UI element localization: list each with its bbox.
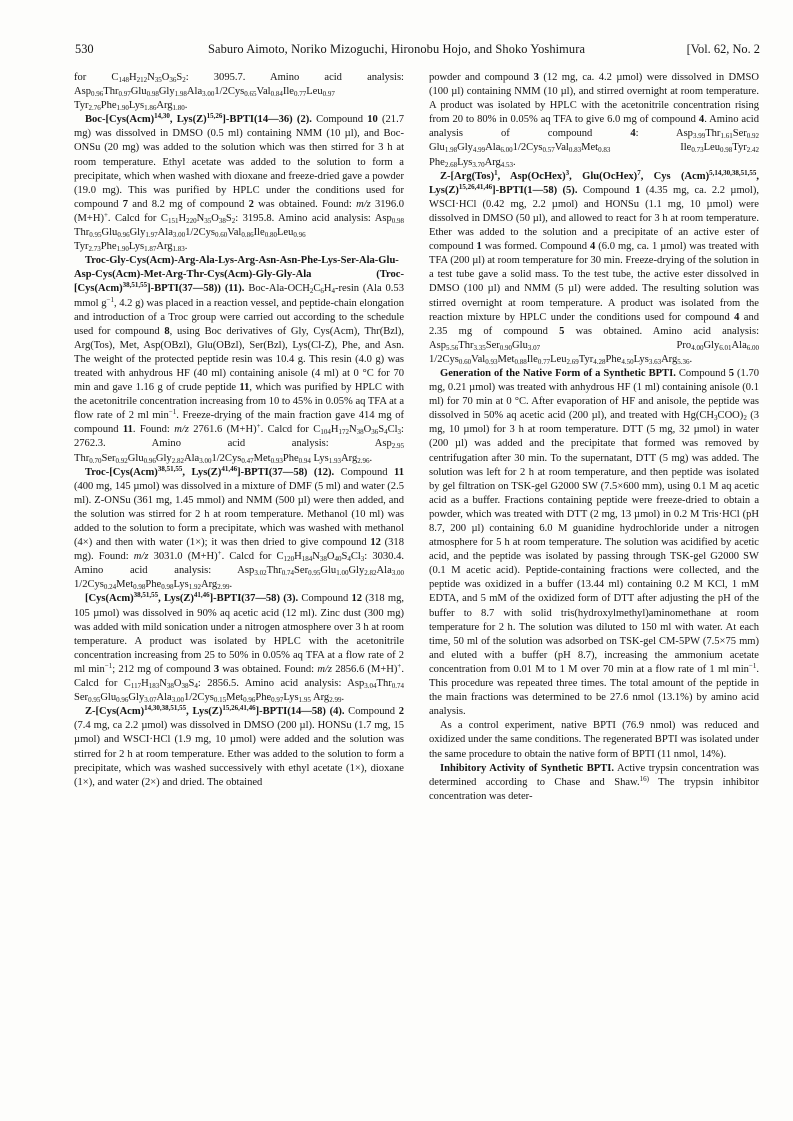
paragraph: [Cys(Acm)$^{38,51,55}$, $Lys(Z)^{41,46}]-BPTI(37—58)$ (3). Compound 12 (318 mg, 105 µmol) was dissolved in 90% aq acetic acid (12 ml). Zinc dust (300 mg) was added with mild sonication under a nitrogen atmosphere over 3 h at room temperature. A product was isolated by HPLC with the acetonitrile concentration increasing from 25 to 50% in 0.05% aq TFA at a flow rate of 2 ml $\min^{-1}$; 212 mg of compound 3 was obtained. Found: m/z 2856.6 (M+H)+. Calcd for $C_{117}H_{183}N_{38}O_{38}S_4$: 2856.5. Amino acid analysis: Asp$_{3.04}$Thr$_{0.74}$ Ser$_{0.95}$Glu$_{0.96}$Gly$_{3.07}$Ala$_{3.00}$1/2Cys$_{0.15}$Met$_{0.96}$Phe$_{0.97}$Lys$_{1.95}$ Arg$_{2.99}$. bbox=[74, 591, 404, 705]
paragraph: Z-[Arg(Tos)$^1$, Asp(OcHex)$^3$, Glu(OcHex)$^7$, Cys (Acm)$^{5,14,30,38,51,55}$, $Lys(Z)^{15,26,41,46}]-BPTI(1—58)$ (5). Compound 1 (4.35 mg, ca. 2.2 µmol), WSCI·HCl (0.42 mg, 2.2 µmol) and HONSu (1.1 mg, 10 µmol) were dissolved in DMSO (50 µl), and allowed to react for 3 h at room temperature. Ether was added to the solution and a precipitate of an active ester of compound 1 was formed. Compound 4 (6.0 mg, ca. 1 µmol) was treated with TFA (200 µl) at room temperature for 30 min. Freeze-drying of the solution in a test tube gave a solid mass. To the test tube, the active ester dissolved in DMSO (100 µl) and NMM (5 µl) were added. The resulting solution was stirred overnight at room temperature. A product was isolated from the reaction mixture by HPLC under the conditions used for compound 4 and 2.35 mg of compound 5 was obtained. Amino acid analysis: Asp$_{5.56}$Thr$_{3.35}$Ser$_{0.90}$Glu$_{3.07}$ Pro$_{4.00}$Gly$_{6.01}$Ala$_{6.00}$ 1/2Cys$_{0.60}$Val$_{0.93}$Met$_{0.88}$Ile$_{0.77}$Leu$_{2.69}$Tyr$_{4.28}$Phe$_{4.50}$Lys$_{3.63}$Arg$_{5.36}$. bbox=[429, 168, 760, 366]
paragraph: Troc-Gly-Cys(Acm)-Arg-Ala-Lys-Arg-Asn-Asn-Phe-Lys-Ser-Ala-Glu-Asp-Cys(Acm)-Met-Arg-Thr-Cys(Acm)-Gly-Gly-Ala (Troc-[Cys(Acm)$^{38,51,55}$]-BPTI(37—58)) (11). Boc-$Ala-OCH_2C_6H_4$-resin (Ala 0.53 mmol $g^{-1}$, 4.2 g) was placed in a reaction vessel, and peptide-chain elongation and introduction of a Troc group were carried out according to the schedule used for compound 8, using Boc derivatives of Gly, Cys(Acm), Thr(Bzl), Arg(Tos), Met, Asp(OBzl), Glu(OBzl), Ser(Bzl), Lys(Cl-Z), Phe, and Asn. The weight of the protected peptide resin was 10.4 g. This resin (4.0 g) was treated with anhydrous HF (40 ml) containing anisole (4 ml) at 0 °C for 70 min and gave 1.16 g of crude peptide 11, which was purified by HPLC with the acetonitrile concentration increasing from 10 to 45% in 0.05% aq TFA at a flow rate of 2 ml $\min^{-1}$. Freeze-drying of the main fraction gave 414 mg of compound 11. Found: m/z 2761.6 (M+H)+. Calcd for $C_{104}H_{172}N_{38}O_{36}S_4Cl_3$: 2762.3. Amino acid analysis: Asp$_{2.95}$ Thr$_{0.70}$Ser$_{0.92}$Glu$_{0.96}$Gly$_{2.82}$Ala$_{3.00}$1/2Cys$_{0.47}$Met$_{0.93}$Phe$_{0.94}$ Lys$_{1.93}$Arg$_{2.96}$. bbox=[74, 255, 404, 465]
paragraph: powder and compound 3 (12 mg, ca. 4.2 µmol) were dissolved in DMSO (100 µl) containing NMM (10 µl), and stirred overnight at room temperature. A product was isolated by HPLC with the acetonitrile concentration rising from 20 to 80% in 0.05% aq TFA to give 6.0 mg of compound 4. Amino acid analysis of compound 4: Asp$_{3.99}$Thr$_{1.61}$Ser$_{0.92}$ Glu$_{1.98}$Gly$_{4.99}$Ala$_{6.00}$1/2Cys$_{0.57}$Val$_{0.83}$Met$_{0.83}$ Ile$_{0.73}$Leu$_{0.98}$Tyr$_{2.42}$ Phe$_{2.68}$Lys$_{3.70}$Arg$_{4.53}$. bbox=[429, 72, 760, 169]
paragraph: Generation of the Native Form of a Synthetic BPTI. Compound 5 (1.70 mg, 0.21 µmol) was treated with anhydrous HF (1 ml) containing anisole (0.1 ml) for 70 min at 0 °C. After evaporation of HF and anisole, the peptide was dissolved in 50% aq acetic acid (200 µl), and treated with $Hg(CH_3COO)_2$ (3 mg, 10 µmol) for 3 h at room temperature. DTT (5 mg, 32 µmol) in water (200 µl) was added and the precipitate that formed was removed by centrifugation after 30 min. To the supernatant, DTT (5 mg) was added. The solution was left for 2 h at room temperature, and then peptide was isolated by gel filtration on TSK-gel G2000 SW (7.5×600 mm), using 0.1 M aq acetic acid as a buffer. Fractions containing peptide were freeze-dried to obtain a powder, which was treated with DTT (2 mg, 13 µmol) in 0.2 M Tris·HCl (pH 8.7, 200 µl) containing 6.0 M guanidine hydrochloride under a nitrogen atmosphere for 5 h at room temperature. The solution was acidified by acetic acid, and the peptide was isolated by passing through TSK-gel G2000 SW (0.1 M acetic acid). Peptide-containing fractions were collected, and the peptide was oxidized in a buffer (13.44 ml) containing 0.2 M KCl, 1 mM EDTA, and 5 mM of the oxidized form of DTT after adjusting the pH of the buffer to 8.7 with solid tris(hydroxylmethyl)aminomethane at room temperature for 2 h. The solution was diluted to 150 ml with water. At each time, 50 ml of the solution was adsorbed on TSK-gel CM-5PW (7.5×75 mm) and eluted with a buffer (pH 8.7), increasing the ammonium acetate concentration from 0.01 M to 1 M over 70 min at a flow rate of 1 ml $\min^{-1}$. This procedure was repeated three times. The total amount of the peptide in the main fractions was determined to be 27.6 nmol (13.1%) by amino acid analysis. bbox=[429, 367, 760, 718]
paragraph: Z-[Cys(Acm)$^{14,30,38,51,55}$, $Lys(Z)^{15,26,41,46}]-BPTI(14—58)$ (4). Compound 2 (7.4 mg, ca 2.2 µmol) was dissolved in DMSO (200 µl). HONSu (1.7 mg, 15 µmol) and WSCI·HCl (1.9 mg, 10 µmol) were added and the solution was stirred for 2 h at room temperature. Ether was added to the solution to form a precipitate, which was washed successively with ethyl acetate (1×), dioxane (1×), and water (2×) and dried. The obtained bbox=[74, 704, 404, 788]
paragraph: Inhibitory Activity of Synthetic BPTI. Active trypsin concentration was determined according to Chase and Shaw.$^{16)}$ The trypsin inhibitor concentration was deter- bbox=[429, 762, 759, 802]
paragraph: Boc-[Cys(Acm)$^{14,30}$, $Lys(Z)^{15,26}]-BPTI(14—36)$ (2). Compound 10 (21.7 mg) was dissolved in DMSO (0.5 ml) containing NMM (10 µl), and Boc-ONSu (20 mg) was added to the solution which was then stirred for 3 h at room temperature. Ethyl acetate was added to the solution to form a precipitate, which when washed with dioxane and freeze-dried gave a powder (19.0 mg). This was purified by HPLC under the conditions used for compound 7 and 8.2 mg of compound 2 was obtained. Found: m/z 3196.0 (M+H)+. Calcd for $C_{151}H_{220}N_{35}O_{38}S_2$: 3195.8. Amino acid analysis: Asp$_{0.98}$ Thr$_{0.95}$Glu$_{0.96}$Gly$_{1.97}$Ala$_{3.00}$1/2Cys$_{0.60}$Val$_{0.86}$Ile$_{0.80}$Leu$_{0.96}$ Tyr$_{2.73}$Phe$_{1.90}$Lys$_{1.87}$Arg$_{1.83}$. bbox=[74, 112, 405, 254]
right-column bbox=[429, 71, 759, 804]
page-number: 530 bbox=[75, 42, 94, 56]
left-column bbox=[74, 71, 404, 790]
journal-volume: [Vol. 62, No. 2 bbox=[686, 42, 760, 56]
running-authors: Saburo Aimoto, Noriko Mizoguchi, Hironobu Hojo, and Shoko Yoshimura bbox=[208, 42, 586, 56]
paragraph: for $C_{148}H_{212}N_{35}O_{36}S_2$: 3095.7. Amino acid analysis: Asp$_{0.96}$Thr$_{0.97}$Glu$_{0.98}$Gly$_{1.98}$Ala$_{3.00}$1/2Cys$_{0.65}$Val$_{0.84}$Ile$_{0.77}$Leu$_{0.97}$ Tyr$_{2.76}$Phe$_{1.90}$Lys$_{1.86}$Arg$_{1.80}$. bbox=[74, 72, 404, 113]
running-header bbox=[75, 42, 760, 62]
paragraph: Troc-[Cys(Acm)$^{38,51,55}$, $Lys(Z)^{41,46}]-BPTI(37—58)$ (12). Compound 11 (400 mg, 145 µmol) was dissolved in a mixture of DMF (5 ml) and water (2.5 ml). Z-ONSu (361 mg, 1.45 mmol) and NMM (500 µl) were then added, and the solution was stirred for 2 h at room temperature. Methanol (10 ml) was added to the solution to form a precipitate, which was washed with methanol (4×) and then with water (1×); it was then dried to give compound 12 (318 mg). Found: m/z 3031.0 (M+H)+. Calcd for $C_{120}H_{184}N_{38}O_{40}S_4Cl_3$: 3030.4. Amino acid analysis: Asp$_{3.02}$Thr$_{0.74}$Ser$_{0.95}$Glu$_{1.00}$Gly$_{2.82}$Ala$_{3.00}$ 1/2Cys$_{0.24}$Met$_{0.98}$Phe$_{0.98}$Lys$_{1.92}$Arg$_{2.99}$. bbox=[74, 464, 404, 592]
paragraph: As a control experiment, native BPTI (76.9 nmol) was reduced and oxidized under the same conditions. The regenerated BPTI was isolated under the same procedure to obtain the native form of BPTI (11 nmol, 14%). bbox=[429, 720, 759, 760]
